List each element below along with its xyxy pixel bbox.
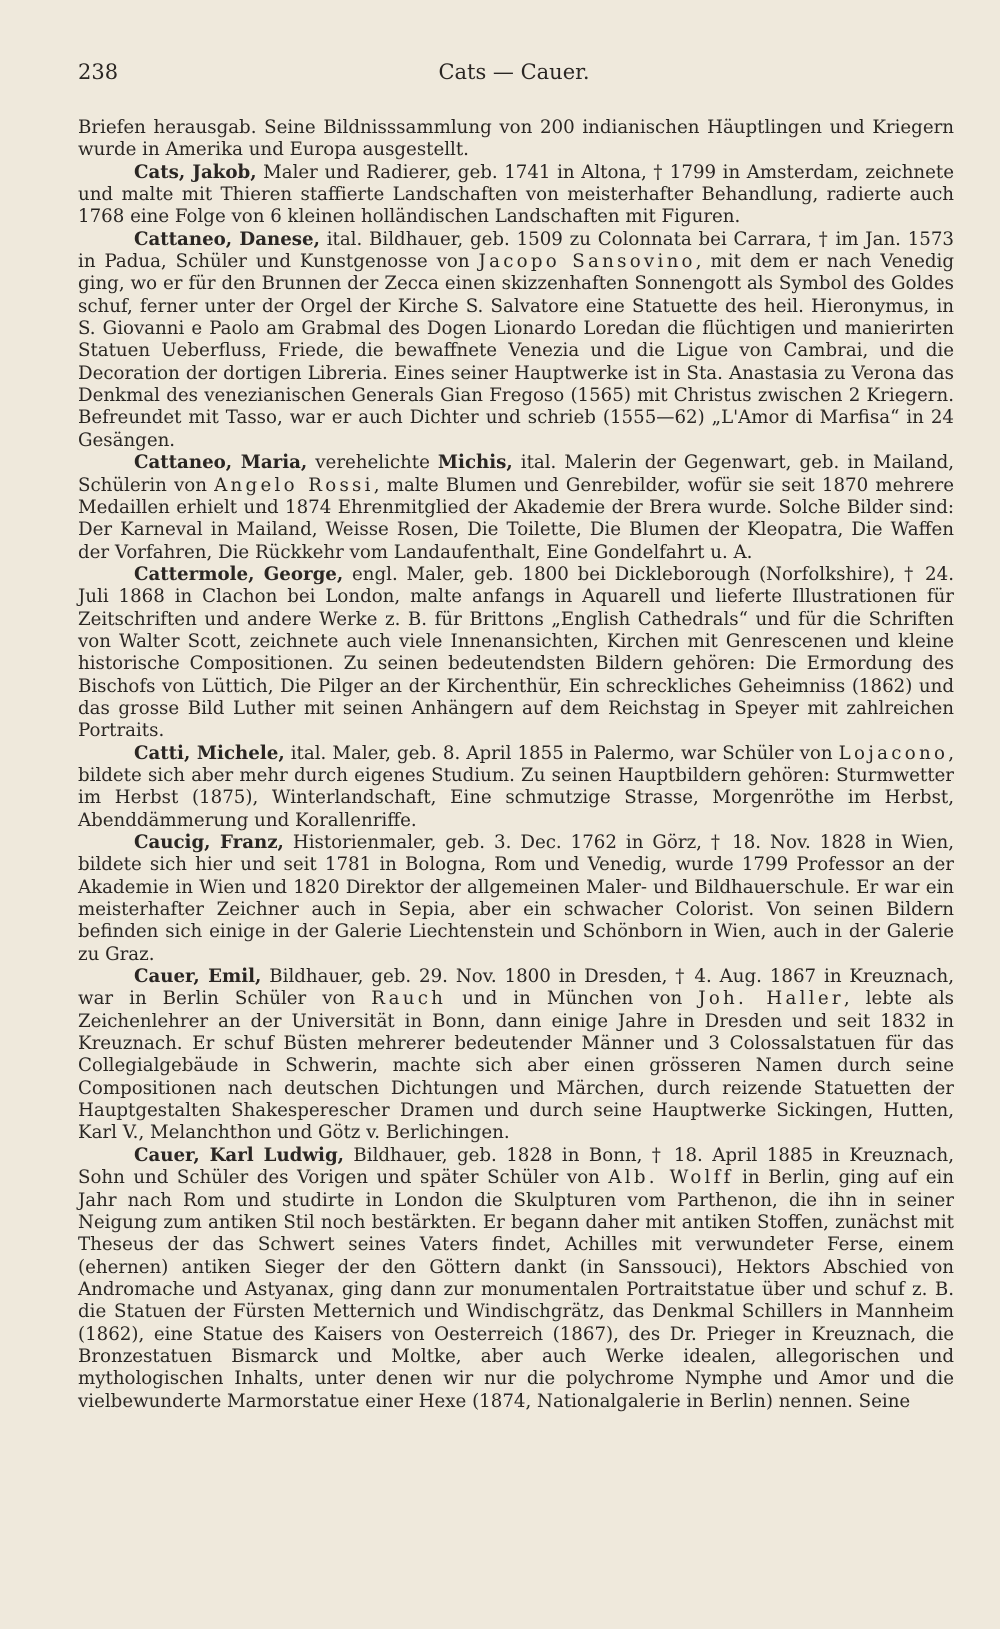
entry-text: , mit dem er nach Venedig ging, wo er für den Brunnen der Zecca einen skizzenhaften Sonnengott als Symbol des Goldes schuf, ferner unter der Orgel der Kirche S. Salvatore eine Statuette des heil. Hieronymus, in S. Giovanni e Paolo am Grabmal des Dogen Lionardo Loredan die flüchtigen und manierirten Statuen Ueberfluss, Friede, die bewaffnete Venezia und die Ligue von Cambrai, und die Decoration der dortigen Libreria. Eines seiner Hauptwerke ist in Sta. Anastasia zu Verona das Denkmal des venezianischen Generals Gian Fregoso (1565) mit Christus zwischen 2 Kriegern. Befreundet mit Tasso, war er auch Dichter und schrieb (1555—62) „L'Amor di Marfisa“ in 24 Gesängen.: [78, 251, 955, 451]
entry-cats-jakob: [78, 162, 954, 229]
teacher-name: Lojacono: [838, 742, 949, 764]
entry-text: Maler und Radierer, geb. 1741 in Altona, † 1799 in Amsterdam, zeichnete und malte mit Thieren staffierte Landschaften von meisterhafter Behandlung, radierte auch 1768 eine Folge von 6 kleinen holländischen Landschaften mit Figuren.: [78, 161, 954, 228]
entry-text: , malte Blumen und Genrebilder, wofür sie seit 1870 mehrere Medaillen erhielt und 1874 Ehrenmitglied der Akademie der Brera wurde. Solche Bilder sind: Der Karneval in Mailand, Weisse Rosen, Die Toilette, Die Blumen der Kleopatra, Die Waffen der Vorfahren, Die Rückkehr vom Landaufenthalt, Eine Gondelfahrt u. A.: [78, 474, 954, 563]
entry-cauer-karl-ludwig: [78, 1145, 954, 1413]
artist-name: Cattaneo, Danese,: [134, 228, 320, 250]
entry-text: Historienmaler, geb. 3. Dec. 1762 in Görz, † 18. Nov. 1828 in Wien, bildete sich hier und seit 1781 in Bologna, Rom und Venedig, wurde 1799 Professor an der Akademie in Wien und 1820 Direktor der allgemeinen Maler- und Bildhauerschule. Er war ein meisterhafter Zeichner auch in Sepia, aber ein schwacher Colorist. Von seinen Bildern befinden sich einige in der Galerie Liechtenstein und Schönborn in Wien, auch in der Galerie zu Graz.: [78, 832, 954, 965]
artist-name: Cats, Jakob,: [134, 161, 257, 183]
running-head: Cats — Cauer.: [438, 60, 590, 84]
entry-text: Bildhauer, geb. 29. Nov. 1800 in Dresden, † 4. Aug. 1867 in Kreuznach, war in Berlin Schüler von: [78, 966, 955, 1010]
entry-text: und in München von: [446, 988, 699, 1010]
artist-name: Cattermole, George,: [134, 563, 344, 585]
entry-cattermole-george: [78, 564, 954, 743]
entry-text: engl. Maler, geb. 1800 bei Dickleborough (Norfolkshire), † 24. Juli 1868 in Clachon bei London, malte anfangs in Aquarell und lieferte Illustrationen für Zeitschriften und andere Werke z. B. für Brittons „English Cathedrals“ und für die Schriften von Walter Scott, zeichnete auch viele Innenansichten, Kirchen mit Genrescenen und kleine historische Compositionen. Zu seinen bedeutendsten Bildern gehören: Die Ermordung des Bischofs von Lüttich, Die Pilger an der Kirchenthür, Ein schreckliches Geheimniss (1862) und das grosse Bild Luther mit seinen Anhängern auf dem Reichstag in Speyer mit zahlreichen Portraits.: [78, 563, 954, 742]
entry-text: , bildete sich aber mehr durch eigenes Studium. Zu seinen Hauptbildern gehören: Sturmwetter im Herbst (1875), Winterlandschaft, Eine schmutzige Strasse, Morgenröthe im Herbst, Abenddämmerung und Korallenriffe.: [78, 742, 954, 831]
entry-text: Bildhauer, geb. 1828 in Bonn, † 18. April 1885 in Kreuznach, Sohn und Schüler des Vorigen und später Schüler von: [78, 1144, 954, 1189]
entry-continuation: [78, 117, 954, 162]
entry-text: , lebte als Zeichenlehrer an der Universität in Bonn, dann einige Jahre in Dresden und seit 1832 in Kreuznach. Er schuf Büsten mehrerer bedeutender Männer und 3 Colossalstatuen für das Collegialgebäude in Schwerin, machte sich aber einen grösseren Namen durch seine Compositionen nach deutschen Dichtungen und Märchen, durch reizende Statuetten der Hauptgestalten Shakesperescher Dramen und durch seine Hauptwerke Sickingen, Hutten, Karl V., Melanchthon und Götz v. Berlichingen.: [78, 988, 954, 1144]
teacher-name: Alb. Wolff: [608, 1167, 734, 1189]
artist-name: Caucig, Franz,: [134, 832, 284, 853]
teacher-name: Joh. Haller: [698, 988, 844, 1010]
teacher-name: Jacopo Sansovino: [478, 251, 696, 273]
entry-text: Briefen herausgab. Seine Bildnisssammlung von 200 indianischen Häuptlingen und Kriegern wurde in Amerika und Europa ausgestellt.: [78, 117, 954, 161]
artist-name: Cauer, Emil,: [134, 966, 262, 988]
page-number: 238: [78, 60, 119, 84]
entry-text: in Berlin, ging auf ein Jahr nach Rom und studirte in London die Skulpturen vom Parthenon, die ihn in seiner Neigung zum antiken Stil noch bestärkten. Er begann daher mit antiken Stoffen, zunächst mit Theseus der das Schwert seines Vaters findet, Achilles mit verwundeter Ferse, einem (ehernen) antiken Sieger der den Göttern dankt (in Sanssouci), Hektors Abschied von Andromache und Astyanax, ging dann zur monumentalen Portraitstatue über und schuf z. B. die Statuen der Fürsten Metternich und Windischgrätz, das Denkmal Schillers in Mannheim (1862), eine Statue des Kaisers von Oesterreich (1867), des Dr. Prieger in Kreuznach, die Bronzestatuen Bismarck und Moltke, aber auch Werke idealen, allegorischen und mythologischen Inhalts, unter denen wir nur die polychrome Nymphe und Amor und die vielbewunderte Marmorstatue einer Hexe (1874, Nationalgalerie in Berlin) nennen. Seine: [78, 1167, 954, 1412]
artist-name: Cattaneo, Maria,: [134, 452, 308, 474]
entry-caucig-franz: [78, 832, 954, 966]
entry-text: ital. Bildhauer, geb. 1509 zu Colonnata bei Carrara, † im Jan. 1573 in Padua, Schüler und Kunstgenosse von: [78, 228, 954, 273]
teacher-name: Rauch: [371, 988, 447, 1010]
entry-cattaneo-maria: [78, 452, 954, 564]
teacher-name: Angelo Rossi: [214, 474, 374, 496]
page-header: [78, 60, 950, 90]
entry-text: verehelichte: [307, 452, 438, 474]
page-body: [78, 117, 954, 1413]
artist-name: Michis,: [437, 452, 513, 474]
entry-cauer-emil: [78, 966, 954, 1145]
entry-text: ital. Malerin der Gegenwart, geb. in Mailand, Schülerin von: [78, 452, 955, 496]
entry-cattaneo-danese: [78, 229, 954, 452]
artist-name: Cauer, Karl Ludwig,: [134, 1144, 344, 1166]
artist-name: Catti, Michele,: [134, 742, 285, 764]
entry-catti-michele: [78, 743, 954, 832]
entry-text: ital. Maler, geb. 8. April 1855 in Palermo, war Schüler von: [284, 742, 839, 764]
